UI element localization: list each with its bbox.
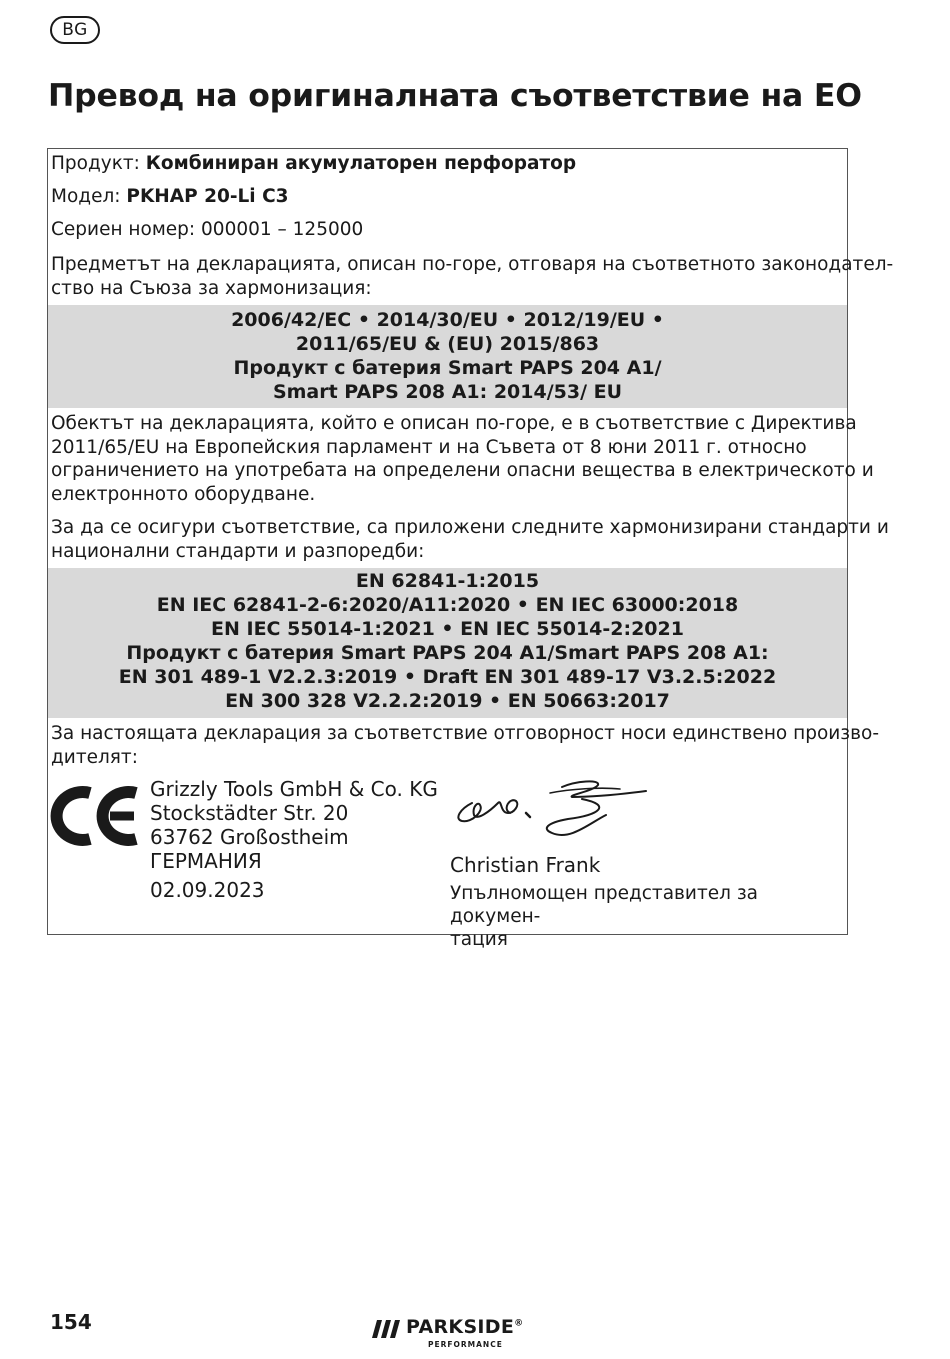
signer-role-line: Упълномощен представител за докумен-	[450, 883, 758, 927]
logo-registered: ®	[514, 1318, 524, 1329]
rohs-line: 2011/65/EU на Европейския парламент и на Съвета от 8 юни 2011 г. относно	[51, 436, 807, 458]
directive-line: 2011/65/EU & (EU) 2015/863	[295, 333, 600, 355]
directive-line: Продукт с батерия Smart PAPS 204 A1/	[233, 357, 662, 379]
standard-line: EN 300 328 V2.2.2:2019 • EN 50663:2017	[225, 690, 670, 712]
responsibility-line: За настоящата декларация за съответствие отговорност носи единствено произво-	[51, 723, 880, 744]
standard-line: EN 62841-1:2015	[355, 570, 540, 592]
product-label: Продукт:	[51, 153, 146, 174]
directive-line: Smart PAPS 208 A1: 2014/53/ EU	[272, 381, 623, 403]
standard-line: EN IEC 55014-1:2021 • EN IEC 55014-2:2021	[211, 618, 684, 640]
standards-band	[48, 568, 847, 718]
rohs-line: електронното оборудване.	[51, 483, 316, 505]
serial-number: Сериен номер: 000001 – 125000	[51, 219, 364, 240]
product-value: Комбиниран акумулаторен перфоратор	[145, 153, 577, 174]
rohs-paragraph	[51, 412, 874, 506]
standard-line: Продукт с батерия Smart PAPS 204 A1/Smart PAPS 208 A1:	[126, 642, 769, 664]
logo-wordmark	[406, 1316, 523, 1338]
manufacturer-street: Stockstädter Str. 20	[150, 801, 349, 825]
manufacturer-name: Grizzly Tools GmbH & Co. KG	[150, 777, 438, 801]
manufacturer-city: 63762 Großostheim	[150, 825, 349, 849]
model-row	[51, 186, 289, 207]
conformity-line: ство на Съюза за хармонизация:	[51, 278, 372, 299]
rohs-line: ограничението на употребата на определени опасни вещества в електрическото и	[51, 460, 874, 481]
model-value: PKHAP 20-Li C3	[126, 186, 289, 207]
standards-intro-line: национални стандарти и разпоредби:	[51, 541, 425, 562]
logo-brand: PARKSIDE	[406, 1316, 515, 1338]
declaration-date: 02.09.2023	[150, 878, 265, 902]
conformity-paragraph	[51, 253, 893, 301]
product-row	[51, 153, 576, 174]
directives-band	[48, 305, 847, 408]
signer-role-line: тация	[450, 929, 508, 950]
parkside-logo	[372, 1316, 532, 1356]
standard-line: EN 301 489-1 V2.2.3:2019 • Draft EN 301 489-17 V3.2.5:2022	[118, 666, 777, 688]
standards-intro	[51, 516, 889, 564]
page-title: Превод на оригиналната съответствие на ЕО	[48, 78, 862, 114]
responsibility-line: дителят:	[51, 747, 138, 768]
manufacturer-country: ГЕРМАНИЯ	[150, 849, 262, 873]
language-badge: BG	[50, 16, 100, 44]
conformity-line: Предметът на декларацията, описан по-горе, отговаря на съответното законодател-	[51, 254, 894, 275]
responsibility-paragraph	[51, 722, 879, 770]
standards-intro-line: За да се осигури съответствие, са приложени следните хармонизирани стандарти и	[51, 517, 889, 538]
declaration-box	[47, 148, 894, 950]
signature-icon	[450, 779, 655, 851]
signer-name: Christian Frank	[450, 853, 601, 877]
signer-role	[450, 882, 847, 951]
logo-subtitle: PERFORMANCE	[428, 1340, 503, 1349]
directive-line: 2006/42/EC • 2014/30/EU • 2012/19/EU •	[231, 309, 664, 331]
ce-mark-icon	[50, 785, 142, 847]
rohs-line: Обектът на декларацията, който е описан по-горе, е в съответствие с Директива	[51, 413, 857, 434]
standard-line: EN IEC 62841-2-6:2020/A11:2020 • EN IEC 63000:2018	[156, 594, 739, 616]
page-number: 154	[50, 1310, 92, 1334]
logo-stripes-icon	[372, 1320, 402, 1338]
manufacturer-address	[150, 777, 438, 902]
model-label: Модел:	[51, 186, 127, 207]
